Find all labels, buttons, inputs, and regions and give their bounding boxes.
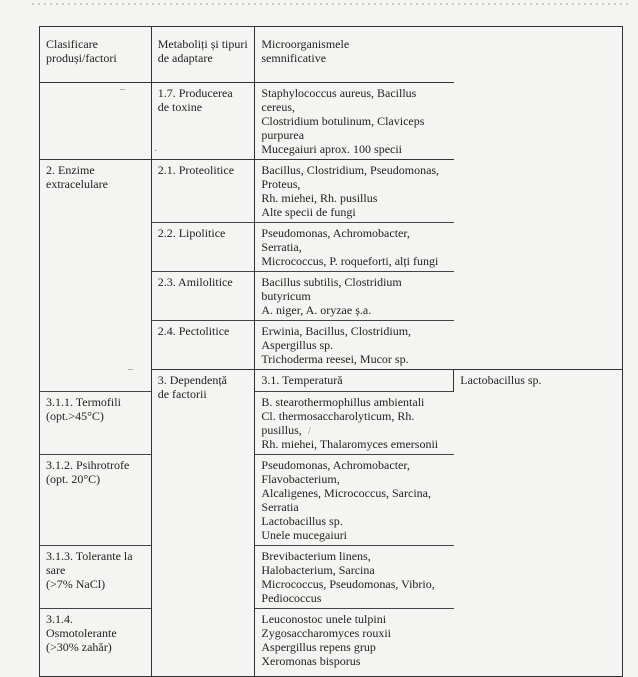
type-cell: 2.3. Amilolitice (151, 272, 255, 321)
type-cell: 3.1. Temperatură (255, 370, 454, 392)
organisms-cell: Brevibacterium linens, Halobacterium, Sarcina Micrococcus, Pseudomonas, Vibrio, Pediococcus (255, 546, 454, 609)
table-row (40, 83, 623, 160)
group-cell-empty (40, 83, 152, 160)
header-col3: Microorganismele semnificative (255, 27, 454, 83)
dotted-border (30, 2, 630, 6)
type-cell: 2.4. Pectolitice (151, 321, 255, 370)
header-col2: Metaboliți și tipuri de adaptare (151, 27, 255, 83)
organisms-cell: Bacillus subtilis, Clostridium butyricum A. niger, A. oryzae ș.a. (255, 272, 454, 321)
organisms-cell: Pseudomonas, Achromobacter, Flavobacterium, Alcaligenes, Micrococcus, Sarcina, Serratia Lactobacillus sp. Unele mucegaiuri (255, 455, 454, 546)
table-row (40, 455, 623, 546)
organisms-cell: B. stearothermophillus ambientali Cl. thermosaccharolyticum, Rh. pusillus, Rh. miehei, Thalaromyces emersonii (255, 392, 454, 455)
table-row (40, 160, 623, 223)
organisms-cell: Staphylococcus aureus, Bacillus cereus, Clostridium botulinum, Claviceps purpurea Mucegaiuri aprox. 100 specii (261, 86, 425, 156)
type-cell: 2.2. Lipolitice (151, 223, 255, 272)
table-header-row (40, 27, 623, 83)
table-row (40, 609, 623, 677)
type-cell: 3.1.2. Psihrotrofe (opt. 20°C) (40, 455, 152, 546)
header-col1: Clasificare produși/factori (40, 27, 152, 83)
scan-speck: / (308, 426, 311, 437)
organisms-cell: Pseudomonas, Achromobacter, Serratia, Micrococcus, P. roqueforti, alți fungi (255, 223, 454, 272)
organisms-cell: Bacillus, Clostridium, Pseudomonas, Proteus, Rh. miehei, Rh. pusillus Alte specii de fungi (255, 160, 454, 223)
type-cell: 2.1. Proteolitice (151, 160, 255, 223)
group-cell: 3. Dependență de factorii (151, 370, 255, 677)
group-cell: 2. Enzime extracelulare (40, 160, 152, 392)
type-cell: 3.1.3. Tolerante la sare (>7% NaCl) (40, 546, 152, 609)
organisms-cell: Erwinia, Bacillus, Clostridium, Aspergillus sp. Trichoderma reesei, Mucor sp. (255, 321, 454, 370)
type-cell: 1.7. Producerea de toxine (151, 83, 255, 160)
scan-speck: – (120, 84, 125, 95)
scan-speck: · (154, 146, 158, 157)
type-cell: 3.1.1. Termofili (opt.>45°C) (40, 392, 152, 455)
organisms-cell: Leuconostoc unele tulpini Zygosaccharomyces rouxii Aspergillus repens grup Xeromonas bisporus (255, 609, 454, 677)
scan-speck: – (128, 364, 133, 375)
table-row (40, 546, 623, 609)
organisms-cell: Lactobacillus sp. (454, 370, 623, 392)
type-cell: 3.1.4. Osmotolerante (>30% zahăr) (40, 609, 152, 677)
classification-table (39, 26, 623, 677)
table-row (40, 392, 623, 455)
